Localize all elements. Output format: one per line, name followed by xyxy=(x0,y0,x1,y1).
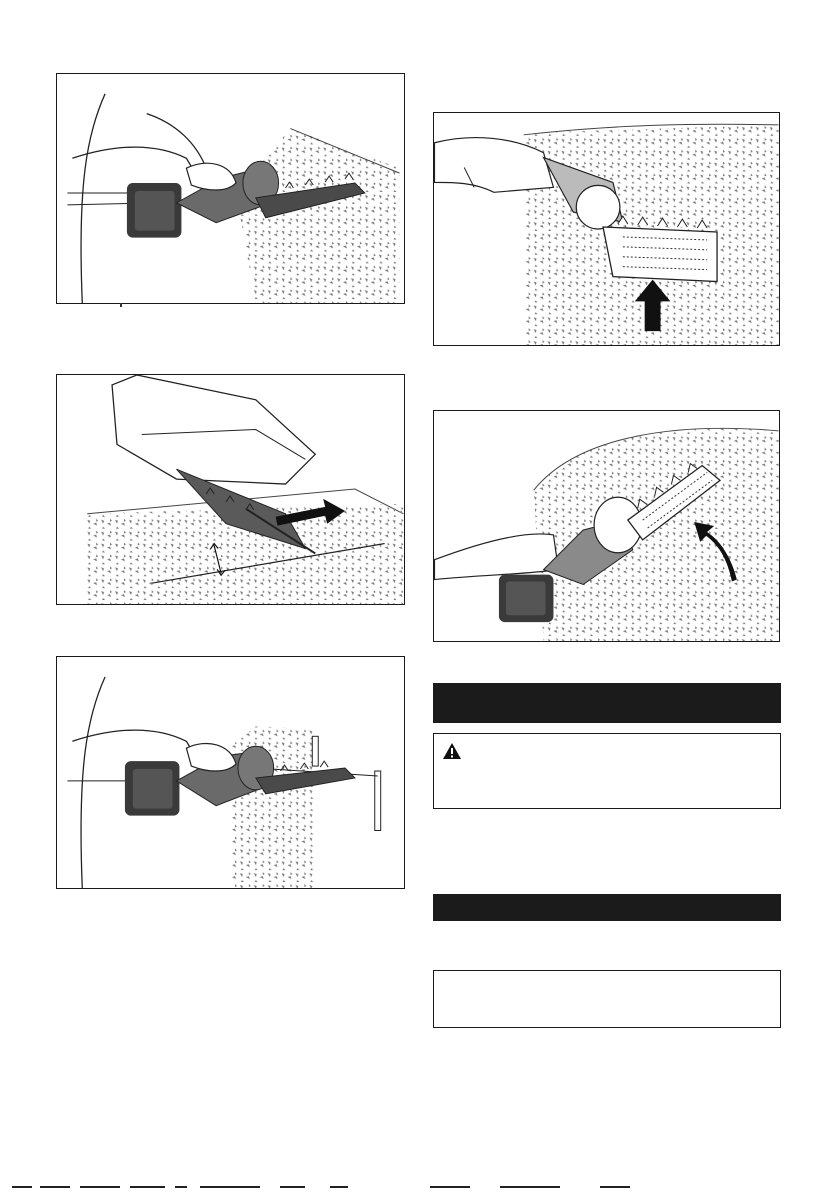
figure-trimming-along-guide-string xyxy=(56,656,405,889)
figure-blade-angle-tilt-forward xyxy=(56,374,405,605)
figure-tick-mark xyxy=(120,303,122,307)
blade-angle-illustration xyxy=(57,375,404,604)
hedge-trimmer-illustration xyxy=(57,74,404,303)
section-heading-bar-large xyxy=(433,683,781,723)
section-heading-bar-small xyxy=(433,894,781,921)
upward-arrow-illustration xyxy=(434,113,779,345)
guide-string-illustration xyxy=(57,657,404,888)
warning-box xyxy=(433,733,781,809)
curved-arrow-illustration xyxy=(434,411,779,641)
figure-curved-sweep-motion xyxy=(433,410,780,642)
note-box xyxy=(433,970,781,1028)
figure-upward-cutting-motion xyxy=(433,112,780,346)
warning-triangle-icon xyxy=(442,742,462,760)
footer-print-marks xyxy=(0,1186,840,1192)
figure-hedge-trimmer-trimming-top-side xyxy=(56,73,405,304)
